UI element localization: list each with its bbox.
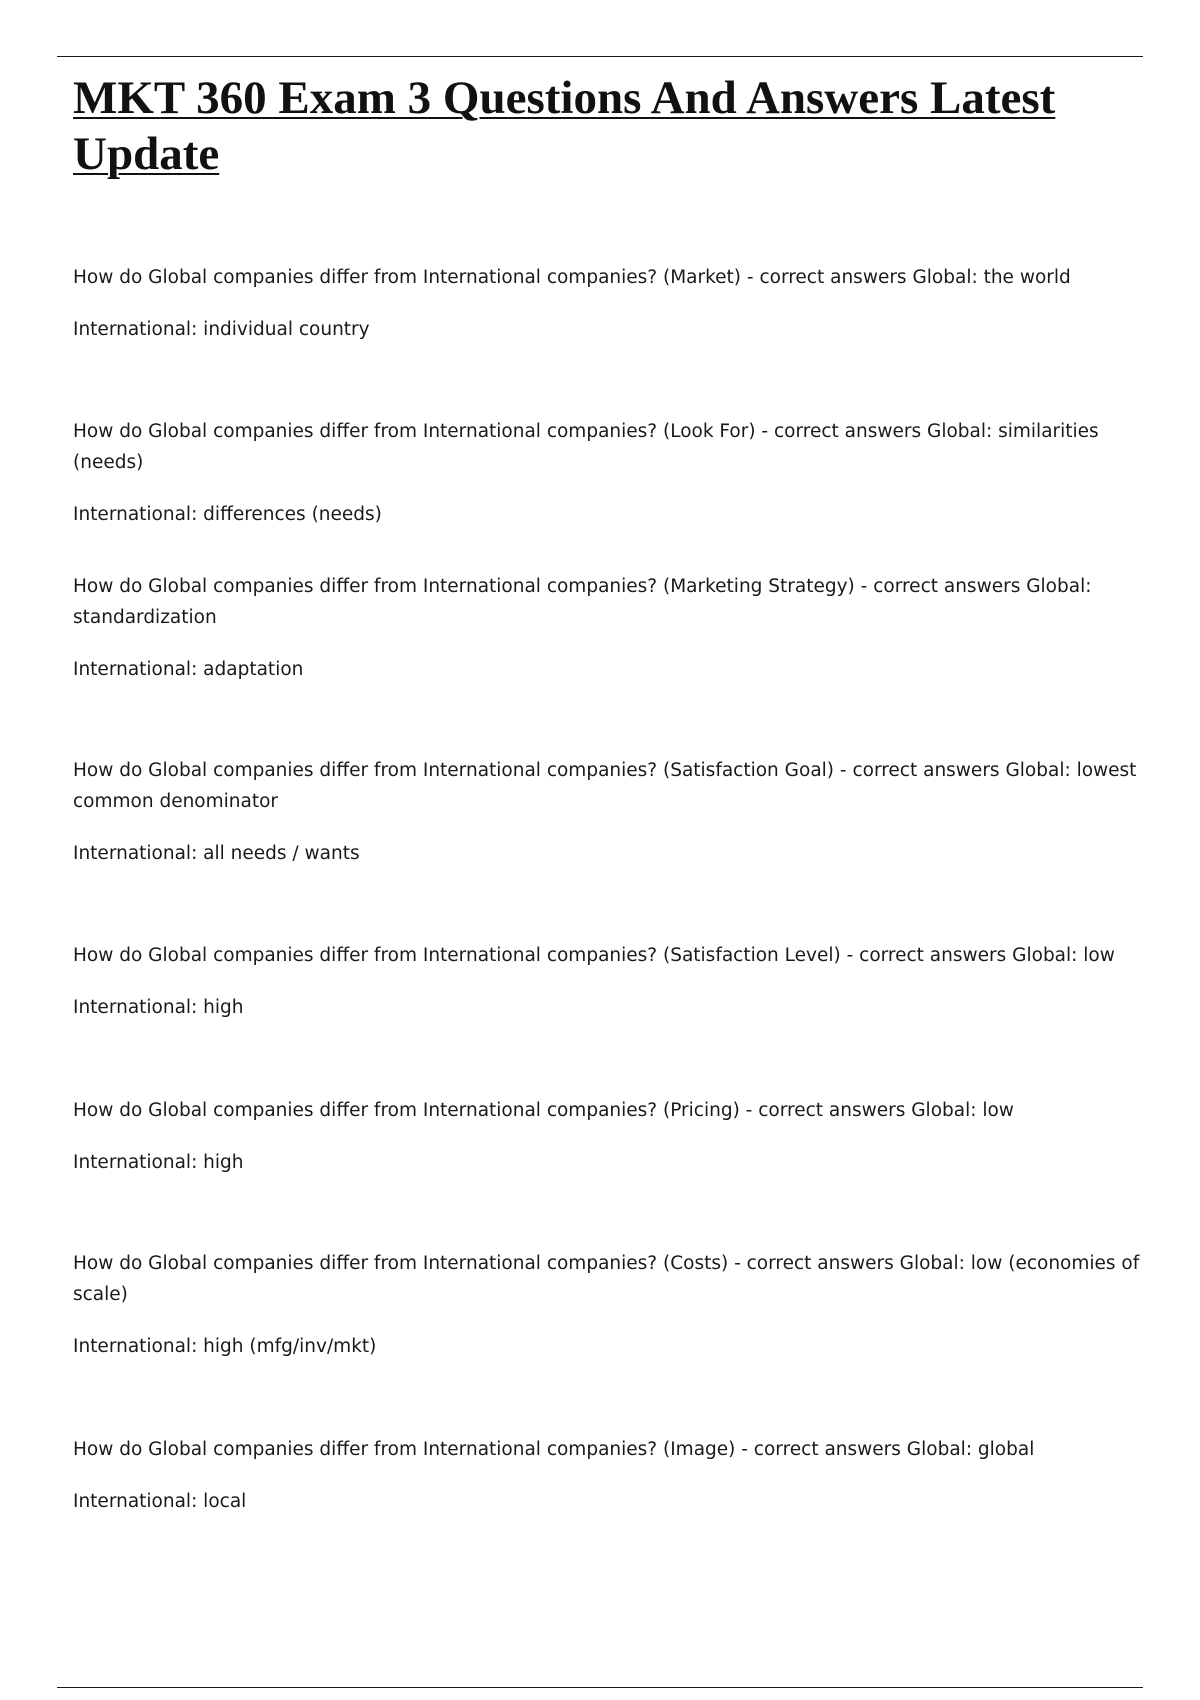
question-text: How do Global companies differ from International companies? (Marketing Strategy) - correct answers Global: standardization bbox=[73, 576, 1092, 628]
question-text: How do Global companies differ from International companies? (Satisfaction Level) - correct answers Global: low bbox=[73, 945, 1115, 966]
question-text: How do Global companies differ from International companies? (Look For) - correct answers Global: similarities (needs) bbox=[73, 421, 1099, 473]
header-rule bbox=[57, 56, 1143, 57]
question-text: How do Global companies differ from International companies? (Image) - correct answers Global: global bbox=[73, 1439, 1035, 1460]
qa-item-costs bbox=[73, 1248, 1148, 1362]
answer-text: International: individual country bbox=[73, 319, 370, 340]
question-text: How do Global companies differ from International companies? (Costs) - correct answers Global: low (economies of scale) bbox=[73, 1253, 1140, 1305]
qa-item-market bbox=[73, 262, 1148, 345]
qa-item-pricing bbox=[73, 1095, 1148, 1178]
answer-text: International: all needs / wants bbox=[73, 843, 360, 864]
question-text: How do Global companies differ from International companies? (Satisfaction Goal) - correct answers Global: lowest common denominator bbox=[73, 760, 1137, 812]
answer-text: International: high (mfg/inv/mkt) bbox=[73, 1336, 377, 1357]
page-title: MKT 360 Exam 3 Questions And Answers Latest Update bbox=[73, 72, 1056, 180]
question-text: How do Global companies differ from International companies? (Market) - correct answers Global: the world bbox=[73, 267, 1071, 288]
answer-text: International: adaptation bbox=[73, 659, 304, 680]
answer-text: International: local bbox=[73, 1491, 247, 1512]
qa-item-look-for bbox=[73, 416, 1148, 530]
answer-text: International: differences (needs) bbox=[73, 504, 382, 525]
footer-rule bbox=[57, 1687, 1143, 1688]
answer-text: International: high bbox=[73, 997, 244, 1018]
qa-item-satisfaction-goal bbox=[73, 755, 1148, 869]
answer-text: International: high bbox=[73, 1152, 244, 1173]
qa-item-image bbox=[73, 1434, 1148, 1517]
question-text: How do Global companies differ from International companies? (Pricing) - correct answers Global: low bbox=[73, 1100, 1014, 1121]
qa-item-satisfaction-level bbox=[73, 940, 1148, 1023]
qa-item-marketing-strategy bbox=[73, 571, 1148, 685]
